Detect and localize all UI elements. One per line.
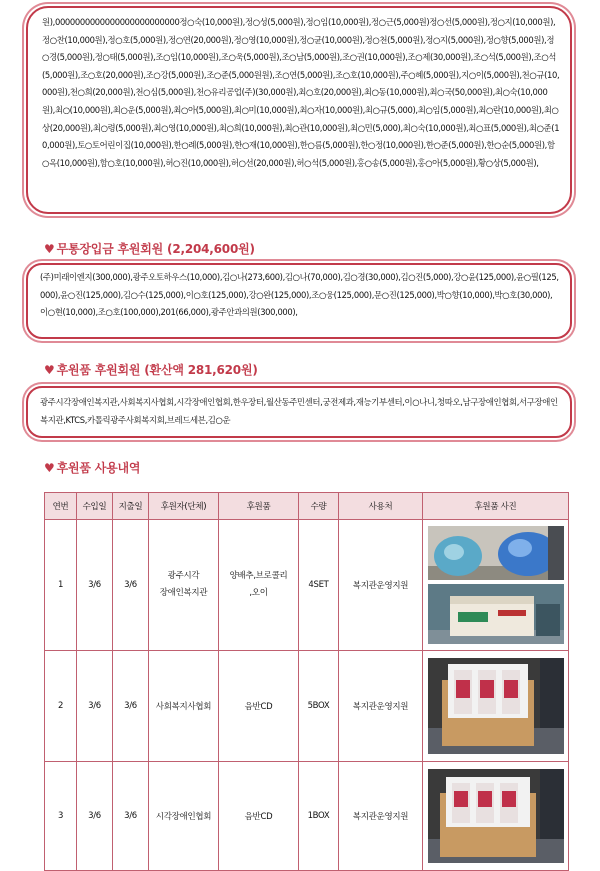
section-title-text: 무통장입금 후원회원 (2,204,600원) xyxy=(56,242,255,256)
section-title-text: 후원품 사용내역 xyxy=(56,461,141,475)
header-use: 사용처 xyxy=(339,493,423,520)
cell-donor: 광주시각 장애인복지관 xyxy=(149,520,219,651)
section-title-bank-transfer xyxy=(44,240,255,257)
produce-box-photo xyxy=(428,584,564,644)
cell-item: 음반CD xyxy=(219,762,299,871)
cell-out-date: 3/6 xyxy=(113,762,149,871)
table-row xyxy=(45,762,569,871)
cell-qty: 5BOX xyxy=(299,651,339,762)
header-in-date: 수입일 xyxy=(77,493,113,520)
header-qty: 수량 xyxy=(299,493,339,520)
in-kind-box xyxy=(26,386,572,438)
cell-photo xyxy=(423,651,569,762)
cell-out-date: 3/6 xyxy=(113,520,149,651)
cell-use: 복지관운영지원 xyxy=(339,520,423,651)
header-item: 후원품 xyxy=(219,493,299,520)
cell-use: 복지관운영지원 xyxy=(339,651,423,762)
cell-out-date: 3/6 xyxy=(113,651,149,762)
cell-photo xyxy=(423,762,569,871)
cell-no: 2 xyxy=(45,651,77,762)
table-row xyxy=(45,651,569,762)
usage-table xyxy=(44,492,569,871)
cell-no: 3 xyxy=(45,762,77,871)
sponsor-list-box xyxy=(26,6,572,214)
cell-photo xyxy=(423,520,569,651)
heart-icon: ♥ xyxy=(44,242,55,256)
header-donor: 후원자(단체) xyxy=(149,493,219,520)
vegetable-bags-photo xyxy=(428,526,564,580)
section-title-usage xyxy=(44,459,140,476)
cell-donor: 사회복지사협회 xyxy=(149,651,219,762)
cell-donor: 시각장애인협회 xyxy=(149,762,219,871)
cell-in-date: 3/6 xyxy=(77,651,113,762)
cell-in-date: 3/6 xyxy=(77,520,113,651)
header-out-date: 지출일 xyxy=(113,493,149,520)
cell-item: 음반CD xyxy=(219,651,299,762)
heart-icon: ♥ xyxy=(44,363,55,377)
section-title-text: 후원품 후원회원 (환산액 281,620원) xyxy=(56,363,258,377)
bank-transfer-box xyxy=(26,263,572,339)
in-kind-text: 광주시각장애인복지관,사회복지사협회,시각장애인협회,한우장터,월산동주민센터,궁전제과,재능기부센터,이○나니,청따오,남구장애인협회,서구장애인복지관,KTCS,카톨릭광주사회복지회,브레드세븐,김○운 xyxy=(40,397,558,425)
table-header-row xyxy=(45,493,569,520)
sponsor-list-text: 원),0000000000000000000000000정○숙(10,000원),정○성(5,000원),정○임(10,000원),정○근(5,000원)정○선(5,000원),정○지(10,000원),정○찬(10,000원),정○호(5,000원),정○연(20,000원),정○영(10,000원),정○균(10,000원),정○천(5,000원),정○지(5,000원),정○향(5,000원),정○경(5,000원),정○태(5,000원),조○임(10,000원),조○욱(5,000원),조○남(5,000원),조○권(10,000원),조○제(30,000원),조○석(5,000원),조○석(5,000원),조○호(20,000원),조○강(5,000원),조○준(5,000원원),조○연(5,000원),조○호(10,000원),주○혜(5,000원),지○이(5,000원),천○규(10,000원),천○희(20,000원),천○심(5,000원),천○유리공업(주)(30,000원),최○호(20,000원),최○동(10,000원),최○국(50,000원),최○숙(10,000원),최○(10,000원),최○운(5,000원),최○아(5,000원),최○미(10,000원),최○자(10,000원),최○규(5,000),최○임(5,000원),최○란(10,000원),최○상(20,000원),최○령(5,000원),최○영(10,000원),최○희(10,000원),최○관(10,000원),최○민(5,000),최○숙(10,000원),최○표(5,000원),최○준(10,000원),토○토어린이집(10,000원),한○례(5,000원),한○재(10,000원),한○름(5,000원),한○정(10,000원),한○준(5,000원),한○순(5,000원),함○옥(10,000원),함○호(10,000원),허○진(10,000원),허○선(20,000원),허○석(5,000원),홍○송(5,000원),홍○아(5,000원),황○상(5,000원), xyxy=(42,17,560,168)
cell-item: 양배추,브로콜리 ,오이 xyxy=(219,520,299,651)
cell-qty: 1BOX xyxy=(299,762,339,871)
header-photo: 후원품 사진 xyxy=(423,493,569,520)
table-row xyxy=(45,520,569,651)
bank-transfer-text: (주)미래이엔지(300,000),광주오토하우스(10,000),김○나(273,600),김○나(70,000),김○경(30,000),김○진(5,000),강○윤(125,000),윤○필(125,000),윤○진(125,000),김○수(125,000),이○호(125,000),강○완(125,000),조○웅(125,000),문○진(125,000),박○향(10,000),박○호(30,000),이○현(10,000),조○호(100,000),201(66,000),광주안과의원(300,000), xyxy=(40,272,559,318)
cell-qty: 4SET xyxy=(299,520,339,651)
heart-icon: ♥ xyxy=(44,461,55,475)
header-no: 연번 xyxy=(45,493,77,520)
cell-in-date: 3/6 xyxy=(77,762,113,871)
cell-use: 복지관운영지원 xyxy=(339,762,423,871)
cell-no: 1 xyxy=(45,520,77,651)
section-title-in-kind xyxy=(44,361,258,378)
cd-boxes-photo xyxy=(428,658,564,754)
